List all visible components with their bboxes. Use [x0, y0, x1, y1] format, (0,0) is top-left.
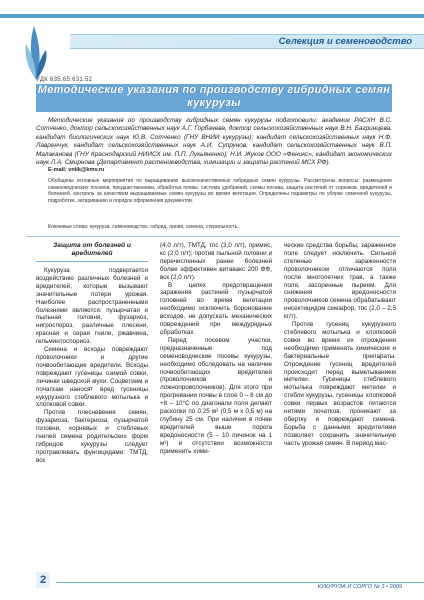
corn-leaf-icon: [22, 22, 50, 82]
footer-rule: [56, 582, 424, 583]
column-3: [284, 242, 396, 448]
udk-code: УДК 635.65:631.52: [36, 77, 93, 83]
subheading: Защита от болезней и вредителей: [53, 242, 131, 257]
keywords-text: Ключевые слова: кукуруза, семеноводство, гибрид, линия, семена, стерильность.: [48, 224, 239, 230]
paragraph: Перед посевом участки, предназначенные под семеноводческие посевы кукурузы, необходимо обследовать на наличие почвообитающих вредителей (проволочников и ложнопроволочников). Для этого при прогревании почвы в слое 0 – 8 см до +8 – 10°С по диагонали поля делают раскопки по 0,25 м² (0,5 м х 0,5 м) на глубину 25 см. При наличии в почве вредителей выше порога вредоносности (5 – 10 личинок на 1 м²) и отсутствии возможности применить хими-: [160, 336, 272, 455]
abstract-text: Обобщены основные мероприятия по выращиванию высококачественных гибридных семян кукурузы. Рассмотрены вопросы: размещение семеноводческих посевов, предшественники, обработка почвы, система удобрений, схемы посева, защита растений от сорняков, вредителей и болезней, контроль за качеством выращиваемых семян кукурузы во время вегетации. Определены параметры по уборке семенной кукурузы, подработке, затариванию и порядок оформления документов.: [48, 178, 392, 204]
paragraph: (4,0 л/т), ТМТД, тпс (3,0 л/т), премис, кс (2,0 л/т); против пыльной головни и перечисленных ранее болезней более эффективен витавакс 200 ФФ, вск (2,0 л/т).: [160, 242, 272, 281]
top-accent-bar: [0, 14, 424, 18]
paragraph: Против гусениц кукурузного стеблевого мотылька и хлопковой совки во время их отрождения необходимо применять химические и бактериальные препараты. Отрождение гусениц вредителей происходит перед выметыванием метелки. Гусеницы стеблевого мотылька повреждают метелки и стебли кукурузы, гусеницы хлопковой совки первых возрастов питаются нитями початков, проникают за обертку и повреждают семена. Борьба с данными вредителями позволяет сохранить значительную часть урожая семян. В период мас-: [284, 321, 396, 447]
paragraph: Против плесневения семян, фузариоза, бактериоза, пузырчатой головни, корневых и стеблевых гнилей семена родительских форм гибридов кукурузы следует протравливать фунгицидами: ТМТД, вск: [36, 409, 148, 464]
section-title: Селекция и семеноводство: [278, 36, 412, 47]
article-body: [36, 242, 402, 572]
article-title: Методические указания по производству гибридных семян кукурузы: [37, 84, 391, 109]
section-divider: [26, 236, 400, 237]
paragraph: ческие средства борьбы, зараженное поле следует исключить. Сильной степенью зараженности проволочником отличаются поля после многолетних трав, а также поля, засоренные пыреем. Для снижения вредоносности проволочников семена обрабатывают инсектицидом семафор, тпс (2,0 – 2,5 кг/т).: [284, 242, 396, 321]
column-1: [36, 242, 148, 465]
journal-footer: КУКУРУЗА И СОРГО № 3 • 2009: [317, 584, 402, 590]
paragraph: Кукуруза подвергается воздействию различных болезней и вредителей, которые вызывают значительные потери урожая. Наиболее распространенными болезнями являются: пузырчатая и пыльная головня, фузариоз, нигроспороз, различные плесени, красная и серая гнили, ржавчина, гельминтоспориоз.: [36, 267, 148, 346]
page-number: 2: [36, 572, 50, 588]
paragraph: Семена и всходы повреждают проволочники и другие почвообитающие вредители. Всходы повреждают гусеницы озимой совки, личинки шведской мухи. Соцветиям и початкам наносят вред гусеницы кукурузного стеблевого мотылька и хлопковой совки.: [36, 346, 148, 409]
contact-email: E-mail: vniik@kmv.ru: [48, 167, 105, 173]
column-2: [160, 242, 272, 455]
subheading-rule: [36, 261, 148, 262]
paragraph: В целях предотвращения заражения растений пузырчатой головней во время вегетации необходимо исключить боронование всходов, не допускать механических повреждений при междурядных обработках.: [160, 281, 272, 336]
authors-paragraph: Методические указания по производству гибридных семян кукурузы подготовили: академик РАСХН В.С. Сотченко, доктор сельскохозяйственных наук А.Г. Горбачева, доктор сельскохозяйственных наук В.Н. Багринцева, кандидат биологических наук Ю.В. Сотченко (ГНУ ВНИИ кукурузы); кандидат сельскохозяйственных наук Н.Ф. Лавренчук, кандидат сельскохозяйственных наук А.И. Супрунов, кандидат сельскохозяйственных наук В.П. Малаканова (ГНУ Краснодарский НИИСХ им. П.П. Лукьяненко); Н.И. Жуков ООО «Феникс»; кандидат экономических наук Л.А. Смирнова (Департамент растениеводства, химизации и защиты растений МСХ РФ).: [36, 117, 392, 167]
